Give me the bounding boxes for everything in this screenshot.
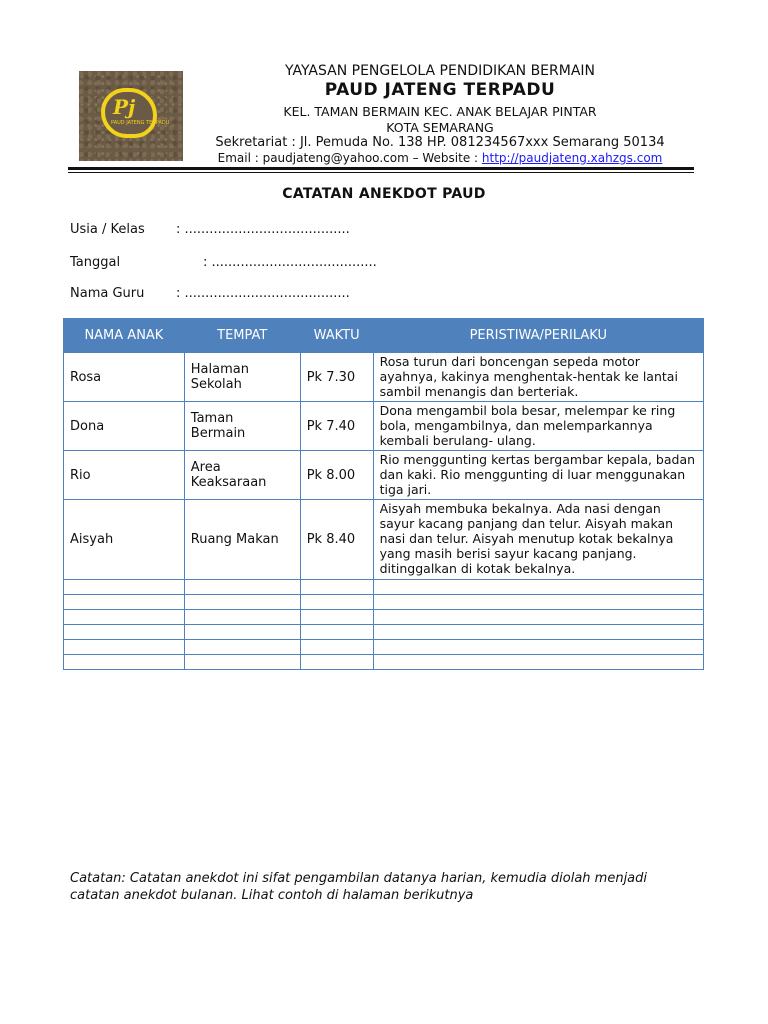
- school-name: PAUD JATENG TERPADU: [324, 80, 556, 100]
- cell-place: [184, 402, 300, 451]
- email-text: Email : paudjateng@yahoo.com – Website :: [217, 151, 482, 165]
- anecdote-table: [63, 318, 704, 670]
- place-line: Bermain: [190, 426, 246, 441]
- empty-row: [64, 595, 704, 610]
- header-peristiwa: PERISTIWA/PERILAKU: [373, 319, 703, 353]
- field-nama-guru: [70, 286, 350, 301]
- field-usia-kelas: [70, 222, 350, 237]
- logo-subtext: PAUD JATENG TERPADU: [111, 120, 170, 126]
- table-row: [64, 402, 704, 451]
- place-line: Taman: [190, 411, 234, 426]
- logo-badge: [101, 88, 170, 138]
- empty-row: [64, 625, 704, 640]
- field-value: : ........................................: [176, 286, 350, 301]
- cell-event: Rio menggunting kertas bergambar kepala, badan dan kaki. Rio menggunting di luar menggunakan tiga jari.: [373, 451, 703, 500]
- table-row: [64, 353, 704, 402]
- cell-place: [184, 451, 300, 500]
- empty-row: [64, 610, 704, 625]
- cell-event: Rosa turun dari boncengan sepeda motor ayahnya, kakinya menghentak-hentak ke lantai sambil menangis dan berteriak.: [373, 353, 703, 402]
- letterhead-rule-thin: [68, 172, 694, 173]
- footer-note: [70, 870, 710, 904]
- logo-mark: Pj: [113, 95, 136, 119]
- cell-event: Dona mengambil bola besar, melempar ke ring bola, mengambilnya, dan melemparkannya kembali berulang- ulang.: [373, 402, 703, 451]
- field-label: Nama Guru: [70, 286, 145, 301]
- empty-row: [64, 655, 704, 670]
- cell-time: Pk 8.00: [300, 451, 373, 500]
- address-line-2: KOTA SEMARANG: [386, 120, 494, 135]
- place-line: Halaman: [190, 362, 249, 377]
- contact-line: [200, 151, 680, 165]
- school-logo: [79, 71, 183, 161]
- field-label: Usia / Kelas: [70, 222, 145, 237]
- document-title: CATATAN ANEKDOT PAUD: [282, 186, 486, 202]
- field-value: : ........................................: [176, 222, 350, 237]
- cell-time: Pk 7.40: [300, 402, 373, 451]
- cell-name: Rosa: [64, 353, 185, 402]
- cell-event: Aisyah membuka bekalnya. Ada nasi dengan sayur kacang panjang dan telur. Aisyah makan nasi dan telur. Aisyah menutup kotak bekalnya yang masih berisi sayur kacang panjang. ditinggalkan di kotak bekalnya.: [373, 500, 703, 580]
- empty-row: [64, 640, 704, 655]
- letterhead-rule-thick: [68, 167, 694, 170]
- empty-row: [64, 580, 704, 595]
- header-waktu: WAKTU: [300, 319, 373, 353]
- header-nama-anak: NAMA ANAK: [64, 319, 185, 353]
- table-row: [64, 451, 704, 500]
- header-tempat: TEMPAT: [184, 319, 300, 353]
- cell-name: Rio: [64, 451, 185, 500]
- foundation-name: YAYASAN PENGELOLA PENDIDIKAN BERMAIN: [284, 63, 596, 79]
- note-line: catatan anekdot bulanan. Lihat contoh di halaman berikutnya: [70, 888, 474, 903]
- cell-time: Pk 8.40: [300, 500, 373, 580]
- note-line: Catatan: Catatan anekdot ini sifat pengambilan datanya harian, kemudia diolah menjadi: [70, 871, 648, 886]
- secretariat-line: Sekretariat : Jl. Pemuda No. 138 HP. 081234567xxx Semarang 50134: [215, 135, 665, 150]
- cell-name: Dona: [64, 402, 185, 451]
- place-line: Sekolah: [190, 377, 242, 392]
- table-header-row: [64, 319, 704, 353]
- cell-time: Pk 7.30: [300, 353, 373, 402]
- address-line-1: KEL. TAMAN BERMAIN KEC. ANAK BELAJAR PINTAR: [283, 104, 597, 119]
- place-line: Area: [190, 460, 221, 475]
- cell-place: [184, 353, 300, 402]
- field-label: Tanggal: [70, 255, 121, 270]
- place-line: Keaksaraan: [190, 475, 267, 490]
- website-link[interactable]: http://paudjateng.xahzgs.com: [481, 151, 663, 165]
- cell-place: Ruang Makan: [184, 500, 300, 580]
- cell-name: Aisyah: [64, 500, 185, 580]
- field-tanggal: [70, 255, 377, 270]
- field-value: : ........................................: [203, 255, 377, 270]
- table-row: [64, 500, 704, 580]
